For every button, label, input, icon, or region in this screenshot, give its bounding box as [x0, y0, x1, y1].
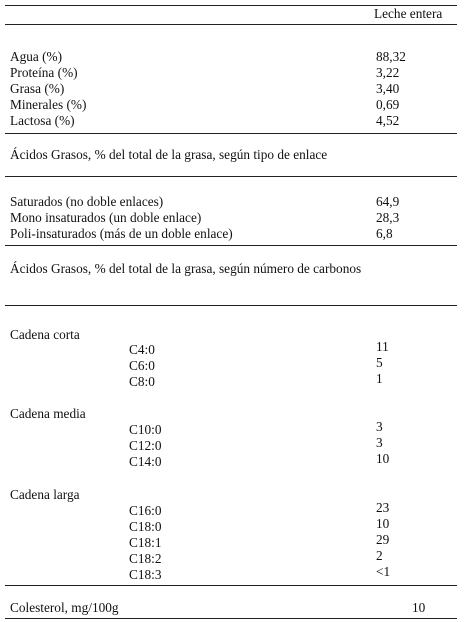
fatty-acid-label: C18:3 — [129, 567, 162, 582]
section-rule — [5, 585, 457, 586]
composition-label: Grasa (%) — [10, 81, 65, 96]
fatty-acid-value: 10 — [376, 451, 390, 466]
bond-value: 64,9 — [376, 194, 400, 209]
fatty-acid-value: 3 — [376, 419, 383, 434]
composition-value: 3,40 — [376, 81, 400, 96]
fatty-acid-label: C12:0 — [129, 438, 162, 453]
fatty-acid-value: 29 — [376, 532, 390, 547]
fatty-acid-value: 3 — [376, 435, 383, 450]
column-header: Leche entera — [374, 6, 443, 21]
chain-name: Cadena larga — [10, 487, 80, 502]
composition-value: 4,52 — [376, 113, 400, 128]
composition-label: Agua (%) — [10, 49, 63, 64]
composition-value: 0,69 — [376, 97, 400, 112]
section-rule — [5, 133, 457, 134]
composition-label: Minerales (%) — [10, 97, 87, 112]
bond-label: Saturados (no doble enlaces) — [10, 194, 164, 209]
fatty-acid-label: C14:0 — [129, 454, 162, 469]
section-rule — [5, 176, 457, 177]
composition-label: Lactosa (%) — [10, 113, 75, 128]
cholesterol-label: Colesterol, mg/100g — [10, 600, 119, 615]
cholesterol-value: 10 — [412, 600, 426, 615]
fatty-acid-label: C18:0 — [129, 519, 162, 534]
table-bottom-rule — [5, 618, 457, 619]
fatty-acid-value: 10 — [376, 516, 390, 531]
chain-name: Cadena media — [10, 406, 86, 421]
fatty-acid-label: C6:0 — [129, 358, 155, 373]
fatty-acid-label: C4:0 — [129, 342, 155, 357]
composition-value: 88,32 — [376, 49, 406, 64]
section-rule — [5, 245, 457, 246]
bond-heading: Ácidos Grasos, % del total de la grasa, según tipo de enlace — [10, 147, 328, 162]
fatty-acid-label: C18:2 — [129, 551, 162, 566]
fatty-acid-label: C10:0 — [129, 422, 162, 437]
bond-label: Mono insaturados (un doble enlace) — [10, 210, 202, 225]
fatty-acid-value: 11 — [376, 339, 389, 354]
fatty-acid-value: 5 — [376, 355, 383, 370]
carbon-heading: Ácidos Grasos, % del total de la grasa, según número de carbonos — [10, 261, 362, 276]
header-rule — [5, 24, 457, 25]
fatty-acid-value: 23 — [376, 500, 390, 515]
fatty-acid-value: 2 — [376, 548, 383, 563]
bond-label: Poli-insaturados (más de un doble enlace) — [10, 226, 233, 241]
section-rule — [5, 305, 457, 306]
bond-value: 6,8 — [376, 226, 393, 241]
composition-label: Proteína (%) — [10, 65, 78, 80]
chain-name: Cadena corta — [10, 327, 80, 342]
fatty-acid-label: C16:0 — [129, 503, 162, 518]
bond-value: 28,3 — [376, 210, 400, 225]
fatty-acid-value: <1 — [376, 564, 391, 579]
composition-value: 3,22 — [376, 65, 400, 80]
fatty-acid-value: 1 — [376, 371, 383, 386]
fatty-acid-label: C18:1 — [129, 535, 162, 550]
fatty-acid-label: C8:0 — [129, 374, 155, 389]
